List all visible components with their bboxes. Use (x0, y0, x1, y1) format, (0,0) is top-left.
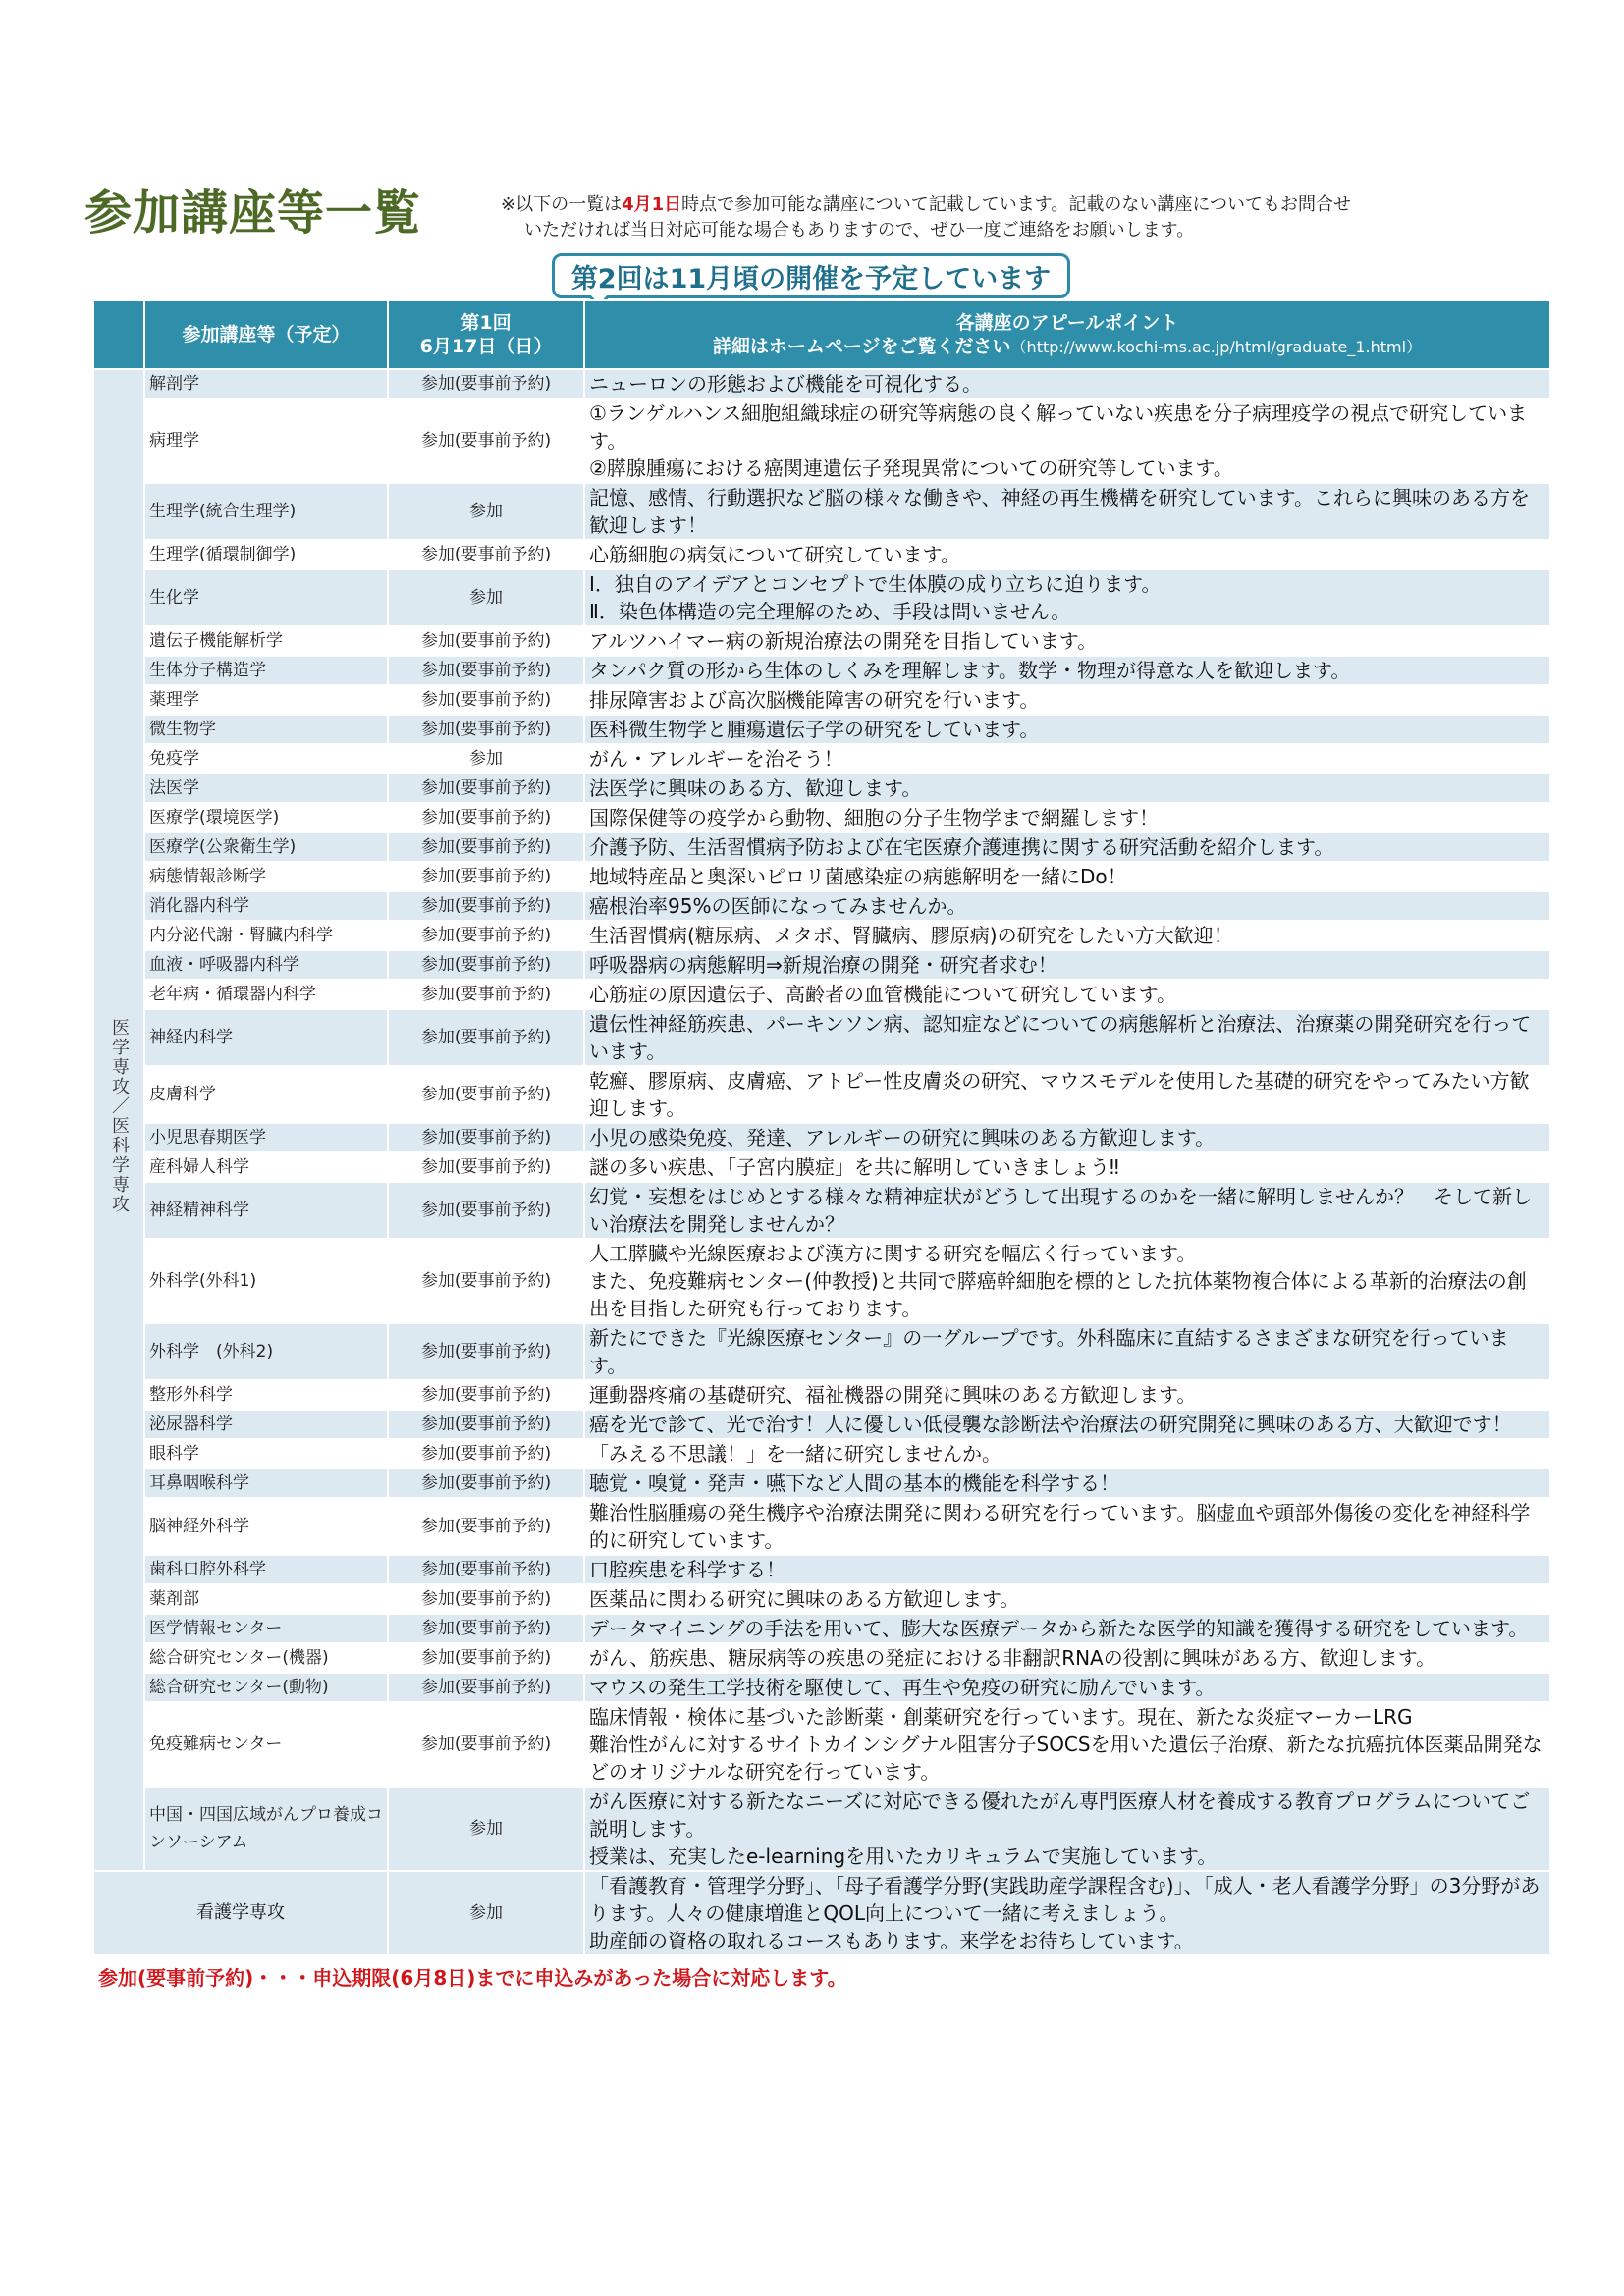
course-name: 病理学 (144, 399, 388, 483)
appeal-text (584, 891, 1550, 921)
course-name: 血液・呼吸器内科学 (144, 950, 388, 980)
participation-status: 参加(要事前予約) (388, 1323, 584, 1380)
participation-status: 参加(要事前予約) (388, 1152, 584, 1182)
appeal-line: 癌を光で診て、光で治す！人に優しい低侵襲な診断法や治療法の研究開発に興味のある方、大歓迎です！ (589, 1413, 1512, 1436)
course-name: 薬剤部 (144, 1584, 388, 1614)
appeal-line: 呼吸器病の病態解明⇒新規治療の開発・研究者求む！ (589, 953, 1057, 977)
note-line1-rest: 時点で参加可能な講座について記載しています。記載のない講座についてもお問合せ (681, 194, 1351, 215)
course-name: 皮膚科学 (144, 1066, 388, 1123)
participation-status: 参加(要事前予約) (388, 774, 584, 803)
course-name: 法医学 (144, 774, 388, 803)
appeal-line: 法医学に興味のある方、歓迎します。 (589, 776, 922, 800)
participation-status: 参加(要事前予約) (388, 1410, 584, 1439)
appeal-line: タンパク質の形から生体のしくみを理解します。数学・物理が得意な人を歓迎します。 (589, 659, 1351, 682)
course-name: 免疫難病センター (144, 1702, 388, 1787)
participation-status: 参加(要事前予約) (388, 540, 584, 569)
course-name: 遺伝子機能解析学 (144, 626, 388, 656)
table-row (93, 774, 1550, 803)
appeal-text (584, 656, 1550, 685)
appeal-line: がん、筋疾患、糖尿病等の疾患の発症における非翻訳RNAの役割に興味がある方、歓迎します。 (589, 1646, 1436, 1670)
table-row (93, 1614, 1550, 1643)
table-row (93, 569, 1550, 626)
table-row (93, 399, 1550, 483)
course-name: 外科学(外科1) (144, 1239, 388, 1323)
course-name: 小児思春期医学 (144, 1123, 388, 1152)
appeal-line: 幻覚・妄想をはじめとする様々な精神症状がどうして出現するのかを一緒に解明しませんか？ そして新しい治療法を開発しませんか？ (589, 1185, 1532, 1236)
header-appeal-line2 (589, 335, 1545, 359)
note-prefix: ※以下の一覧は (501, 194, 623, 215)
table-row (93, 369, 1550, 399)
appeal-line: 人工膵臓や光線医療および漢方に関する研究を幅広く行っています。 (589, 1242, 1197, 1265)
appeal-line: 「みえる不思議！」を一緒に研究しませんか。 (589, 1442, 1001, 1466)
course-name: 産科婦人科学 (144, 1152, 388, 1182)
appeal-text (584, 369, 1550, 399)
appeal-line: 医薬品に関わる研究に興味のある方歓迎します。 (589, 1587, 1020, 1611)
course-table-body (93, 369, 1550, 1955)
appeal-text (584, 569, 1550, 626)
course-name: 病態情報診断学 (144, 862, 388, 891)
course-name: 微生物学 (144, 715, 388, 744)
table-row (93, 1439, 1550, 1468)
appeal-text (584, 980, 1550, 1009)
appeal-line: 介護予防、生活習慣病予防および在宅医療介護連携に関する研究活動を紹介します。 (589, 835, 1334, 859)
participation-status: 参加(要事前予約) (388, 626, 584, 656)
appeal-text (584, 1009, 1550, 1066)
participation-status: 参加(要事前予約) (388, 715, 584, 744)
note-line2: いただければ当日対応可能な場合もありますので、ぜひ一度ご連絡をお願いします。 (524, 220, 1195, 240)
appeal-line: 「看護教育・管理学分野」、「母子看護学分野(実践助産学課程含む)」、「成人・老人看護学分野」の3分野があります。人々の健康増進とQOL向上について一緒に考えましょう。 (589, 1874, 1541, 1925)
appeal-line: ニューロンの形態および機能を可視化する。 (589, 372, 982, 396)
appeal-line: 助産師の資格の取れるコースもあります。来学をお待ちしています。 (589, 1929, 1194, 1952)
appeal-text (584, 1702, 1550, 1787)
course-name: 老年病・循環器内科学 (144, 980, 388, 1009)
participation-status: 参加(要事前予約) (388, 1673, 584, 1702)
table-row (93, 1468, 1550, 1498)
course-name: 整形外科学 (144, 1380, 388, 1410)
appeal-line: 国際保健等の疫学から動物、細胞の分子生物学まで網羅します！ (589, 806, 1159, 829)
appeal-line: 臨床情報・検体に基づいた診断薬・創薬研究を行っています。現在、新たな炎症マーカーLRG (589, 1705, 1413, 1729)
table-row (93, 862, 1550, 891)
category-nursing-label: 看護学専攻 (93, 1871, 388, 1955)
table-row (93, 1123, 1550, 1152)
table-row (93, 803, 1550, 832)
appeal-text (584, 399, 1550, 483)
appeal-text (584, 1643, 1550, 1673)
table-row (93, 1787, 1550, 1871)
course-name: 医学情報センター (144, 1614, 388, 1643)
appeal-text (584, 1380, 1550, 1410)
participation-status: 参加(要事前予約) (388, 921, 584, 950)
participation-status: 参加(要事前予約) (388, 399, 584, 483)
course-name: 薬理学 (144, 685, 388, 715)
table-row (93, 744, 1550, 774)
participation-status: 参加(要事前予約) (388, 1123, 584, 1152)
participation-status: 参加(要事前予約) (388, 950, 584, 980)
participation-status: 参加(要事前予約) (388, 1614, 584, 1643)
appeal-text (584, 950, 1550, 980)
appeal-line: 記憶、感情、行動選択など脳の様々な働きや、神経の再生機構を研究しています。これらに興味のある方を歓迎します！ (589, 486, 1530, 537)
table-row (93, 1702, 1550, 1787)
appeal-text (584, 1123, 1550, 1152)
participation-status: 参加 (388, 744, 584, 774)
course-name: 消化器内科学 (144, 891, 388, 921)
course-name: 歯科口腔外科学 (144, 1555, 388, 1584)
table-row (93, 1009, 1550, 1066)
table-row (93, 1380, 1550, 1410)
appeal-line: 癌根治率95%の医師になってみませんか。 (589, 894, 967, 918)
course-name: 神経内科学 (144, 1009, 388, 1066)
header-session-line1: 第1回 (460, 312, 512, 334)
appeal-text (584, 626, 1550, 656)
course-name: 生理学(循環制御学) (144, 540, 388, 569)
appeal-line: また、免疫難病センター(仲教授)と共同で膵癌幹細胞を標的とした抗体薬物複合体による革新的治療法の創出を目指した研究も行っております。 (589, 1269, 1527, 1320)
table-row (93, 1643, 1550, 1673)
appeal-line: 心筋細胞の病気について研究しています。 (589, 543, 960, 566)
appeal-line: 心筋症の原因遺伝子、高齢者の血管機能について研究しています。 (589, 983, 1176, 1006)
appeal-text (584, 715, 1550, 744)
participation-status: 参加(要事前予約) (388, 1643, 584, 1673)
appeal-text (584, 1584, 1550, 1614)
course-name: 神経精神科学 (144, 1182, 388, 1239)
appeal-line: ②膵腺腫瘍における癌関連遺伝子発現異常についての研究等しています。 (589, 456, 1233, 480)
header-appeal-line1: 各講座のアピールポイント (955, 311, 1179, 334)
header-blank (93, 300, 144, 369)
course-table (92, 299, 1551, 1956)
course-name: 生化学 (144, 569, 388, 626)
appeal-line: 難治性脳腫瘍の発生機序や治療法開発に関わる研究を行っています。脳虚血や頭部外傷後の変化を神経科学的に研究しています。 (589, 1501, 1531, 1552)
appeal-line: 生活習慣病(糖尿病、メタボ、腎臓病、膠原病)の研究をしたい方大歓迎！ (589, 924, 1233, 947)
course-name: 脳神経外科学 (144, 1498, 388, 1555)
header-appeal (584, 300, 1550, 369)
participation-status: 参加(要事前予約) (388, 1555, 584, 1584)
header-appeal-detail: 詳細はホームページをご覧ください (712, 335, 1011, 357)
course-name: 耳鼻咽喉科学 (144, 1468, 388, 1498)
participation-status: 参加(要事前予約) (388, 1182, 584, 1239)
appeal-text (584, 1323, 1550, 1380)
appeal-text (584, 483, 1550, 540)
appeal-line: アルツハイマー病の新規治療法の開発を目指しています。 (589, 629, 1098, 653)
table-row (93, 1323, 1550, 1380)
appeal-text (584, 1498, 1550, 1555)
appeal-text (584, 832, 1550, 862)
course-name: 生理学(統合生理学) (144, 483, 388, 540)
appeal-line: マウスの発生工学技術を駆使して、再生や免疫の研究に励んでいます。 (589, 1676, 1216, 1699)
appeal-line: 難治性がんに対するサイトカインシグナル阻害分子SOCSを用いた遺伝子治療、新たな抗癌抗体医薬品開発などのオリジナルな研究を行っています。 (589, 1733, 1543, 1784)
appeal-text (584, 1468, 1550, 1498)
participation-status: 参加(要事前予約) (388, 685, 584, 715)
course-name: 医療学(環境医学) (144, 803, 388, 832)
availability-note (501, 192, 1542, 243)
table-row (93, 1152, 1550, 1182)
course-name: 生体分子構造学 (144, 656, 388, 685)
appeal-line: Ⅰ．独自のアイデアとコンセプトで生体膜の成り立ちに迫ります。 (589, 572, 1162, 596)
appeal-line: がん医療に対する新たなニーズに対応できる優れたがん専門医療人材を養成する教育プログラムについてご説明します。 (589, 1789, 1531, 1841)
participation-status: 参加(要事前予約) (388, 1239, 584, 1323)
table-row (93, 540, 1550, 569)
participation-status: 参加(要事前予約) (388, 891, 584, 921)
table-row (93, 685, 1550, 715)
appeal-text (584, 1152, 1550, 1182)
participation-status: 参加(要事前予約) (388, 862, 584, 891)
appeal-line: ①ランゲルハンス細胞組織球症の研究等病態の良く解っていない疾患を分子病理疫学の視点で研究しています。 (589, 401, 1528, 453)
appeal-text (584, 540, 1550, 569)
participation-status: 参加(要事前予約) (388, 1468, 584, 1498)
page-title: 参加講座等一覧 (84, 186, 422, 240)
header-session-line2: 6月17日（日） (419, 336, 553, 357)
table-row (93, 891, 1550, 921)
participation-status: 参加(要事前予約) (388, 369, 584, 399)
appeal-text (584, 1066, 1550, 1123)
appeal-text (584, 774, 1550, 803)
appeal-line: 排尿障害および高次脳機能障害の研究を行います。 (589, 688, 1040, 712)
course-name: 解剖学 (144, 369, 388, 399)
appeal-line: 医科微生物学と腫瘍遺伝子学の研究をしています。 (589, 718, 1040, 741)
appeal-line: 聴覚・嗅覚・発声・嚥下など人間の基本的機能を科学する！ (589, 1471, 1119, 1495)
reservation-footnote: 参加(要事前予約)・・・申込期限(6月8日)までに申込みがあった場合に対応します。 (98, 1966, 847, 1990)
participation-status: 参加(要事前予約) (388, 803, 584, 832)
table-row (93, 1182, 1550, 1239)
table-row (93, 656, 1550, 685)
participation-status: 参加(要事前予約) (388, 1066, 584, 1123)
second-session-callout: 第2回は11月頃の開催を予定しています (552, 253, 1070, 298)
participation-status: 参加(要事前予約) (388, 980, 584, 1009)
participation-status: 参加(要事前予約) (388, 1702, 584, 1787)
appeal-line: Ⅱ．染色体構造の完全理解のため、手段は問いません。 (589, 600, 1071, 623)
appeal-line: 乾癬、膠原病、皮膚癌、アトピー性皮膚炎の研究、マウスモデルを使用した基礎的研究をやってみたい方歓迎します。 (589, 1069, 1530, 1120)
participation-status: 参加 (388, 1787, 584, 1871)
note-date: 4月1日 (622, 194, 682, 215)
category-cell (93, 369, 144, 1871)
participation-status: 参加 (388, 569, 584, 626)
table-row (93, 1498, 1550, 1555)
appeal-text (584, 1787, 1550, 1871)
table-row (93, 1239, 1550, 1323)
appeal-line: 授業は、充実したe-learningを用いたカリキュラムで実施しています。 (589, 1844, 1218, 1868)
appeal-line: 小児の感染免疫、発達、アレルギーの研究に興味のある方歓迎します。 (589, 1126, 1216, 1149)
appeal-line: 謎の多い疾患、「子宮内膜症」を共に解明していきましょう‼ (589, 1155, 1119, 1179)
course-name: 中国・四国広域がんプロ養成コンソーシアム (144, 1787, 388, 1871)
table-row (93, 483, 1550, 540)
header-session (388, 300, 584, 369)
participation-status: 参加(要事前予約) (388, 832, 584, 862)
course-name: 総合研究センター(機器) (144, 1643, 388, 1673)
appeal-line: データマイニングの手法を用いて、膨大な医療データから新たな医学的知識を獲得する研究をしています。 (589, 1617, 1529, 1640)
appeal-line: 口腔疾患を科学する！ (589, 1558, 785, 1581)
appeal-text (584, 1673, 1550, 1702)
appeal-text (584, 685, 1550, 715)
participation-status: 参加(要事前予約) (388, 1009, 584, 1066)
table-row (93, 1555, 1550, 1584)
header-appeal-url: （http://www.kochi-ms.ac.jp/html/graduate_1.html） (1010, 337, 1423, 356)
table-row (93, 1410, 1550, 1439)
header-course: 参加講座等（予定） (144, 300, 388, 369)
participation-status: 参加(要事前予約) (388, 1439, 584, 1468)
appeal-text (584, 744, 1550, 774)
course-name: 免疫学 (144, 744, 388, 774)
appeal-line: がん・アレルギーを治そう！ (589, 747, 843, 771)
participation-status: 参加(要事前予約) (388, 656, 584, 685)
course-name: 内分泌代謝・腎臓内科学 (144, 921, 388, 950)
participation-status: 参加(要事前予約) (388, 1380, 584, 1410)
appeal-text (584, 1439, 1550, 1468)
table-row (93, 715, 1550, 744)
appeal-text (584, 803, 1550, 832)
table-row-nursing (93, 1871, 1550, 1955)
course-name: 眼科学 (144, 1439, 388, 1468)
table-header-row (93, 300, 1550, 369)
participation-status: 参加(要事前予約) (388, 1584, 584, 1614)
appeal-text (584, 1410, 1550, 1439)
appeal-text (584, 1555, 1550, 1584)
table-row (93, 1066, 1550, 1123)
course-name: 外科学 (外科2) (144, 1323, 388, 1380)
course-name: 泌尿器科学 (144, 1410, 388, 1439)
participation-status: 参加(要事前予約) (388, 1498, 584, 1555)
table-row (93, 1584, 1550, 1614)
table-row (93, 980, 1550, 1009)
appeal-text (584, 921, 1550, 950)
appeal-text (584, 1239, 1550, 1323)
table-row (93, 626, 1550, 656)
appeal-text (584, 1614, 1550, 1643)
table-row (93, 1673, 1550, 1702)
appeal-text (584, 862, 1550, 891)
participation-status: 参加 (388, 1871, 584, 1955)
appeal-line: 運動器疼痛の基礎研究、福祉機器の開発に興味のある方歓迎します。 (589, 1383, 1197, 1407)
table-row (93, 832, 1550, 862)
table-row (93, 950, 1550, 980)
appeal-line: 地域特産品と奥深いピロリ菌感染症の病態解明を一緒にDo！ (589, 865, 1127, 888)
appeal-line: 新たにできた『光線医療センター』の一グループです。外科臨床に直結するさまざまな研究を行っています。 (589, 1326, 1509, 1377)
course-name: 総合研究センター(動物) (144, 1673, 388, 1702)
participation-status: 参加 (388, 483, 584, 540)
appeal-text (584, 1182, 1550, 1239)
table-row (93, 921, 1550, 950)
appeal-text (584, 1871, 1550, 1955)
category-medical-label: 医学専攻／医科学専攻 (109, 1017, 130, 1214)
appeal-line: 遺伝性神経筋疾患、パーキンソン病、認知症などについての病態解析と治療法、治療薬の開発研究を行っています。 (589, 1012, 1532, 1063)
course-name: 医療学(公衆衛生学) (144, 832, 388, 862)
